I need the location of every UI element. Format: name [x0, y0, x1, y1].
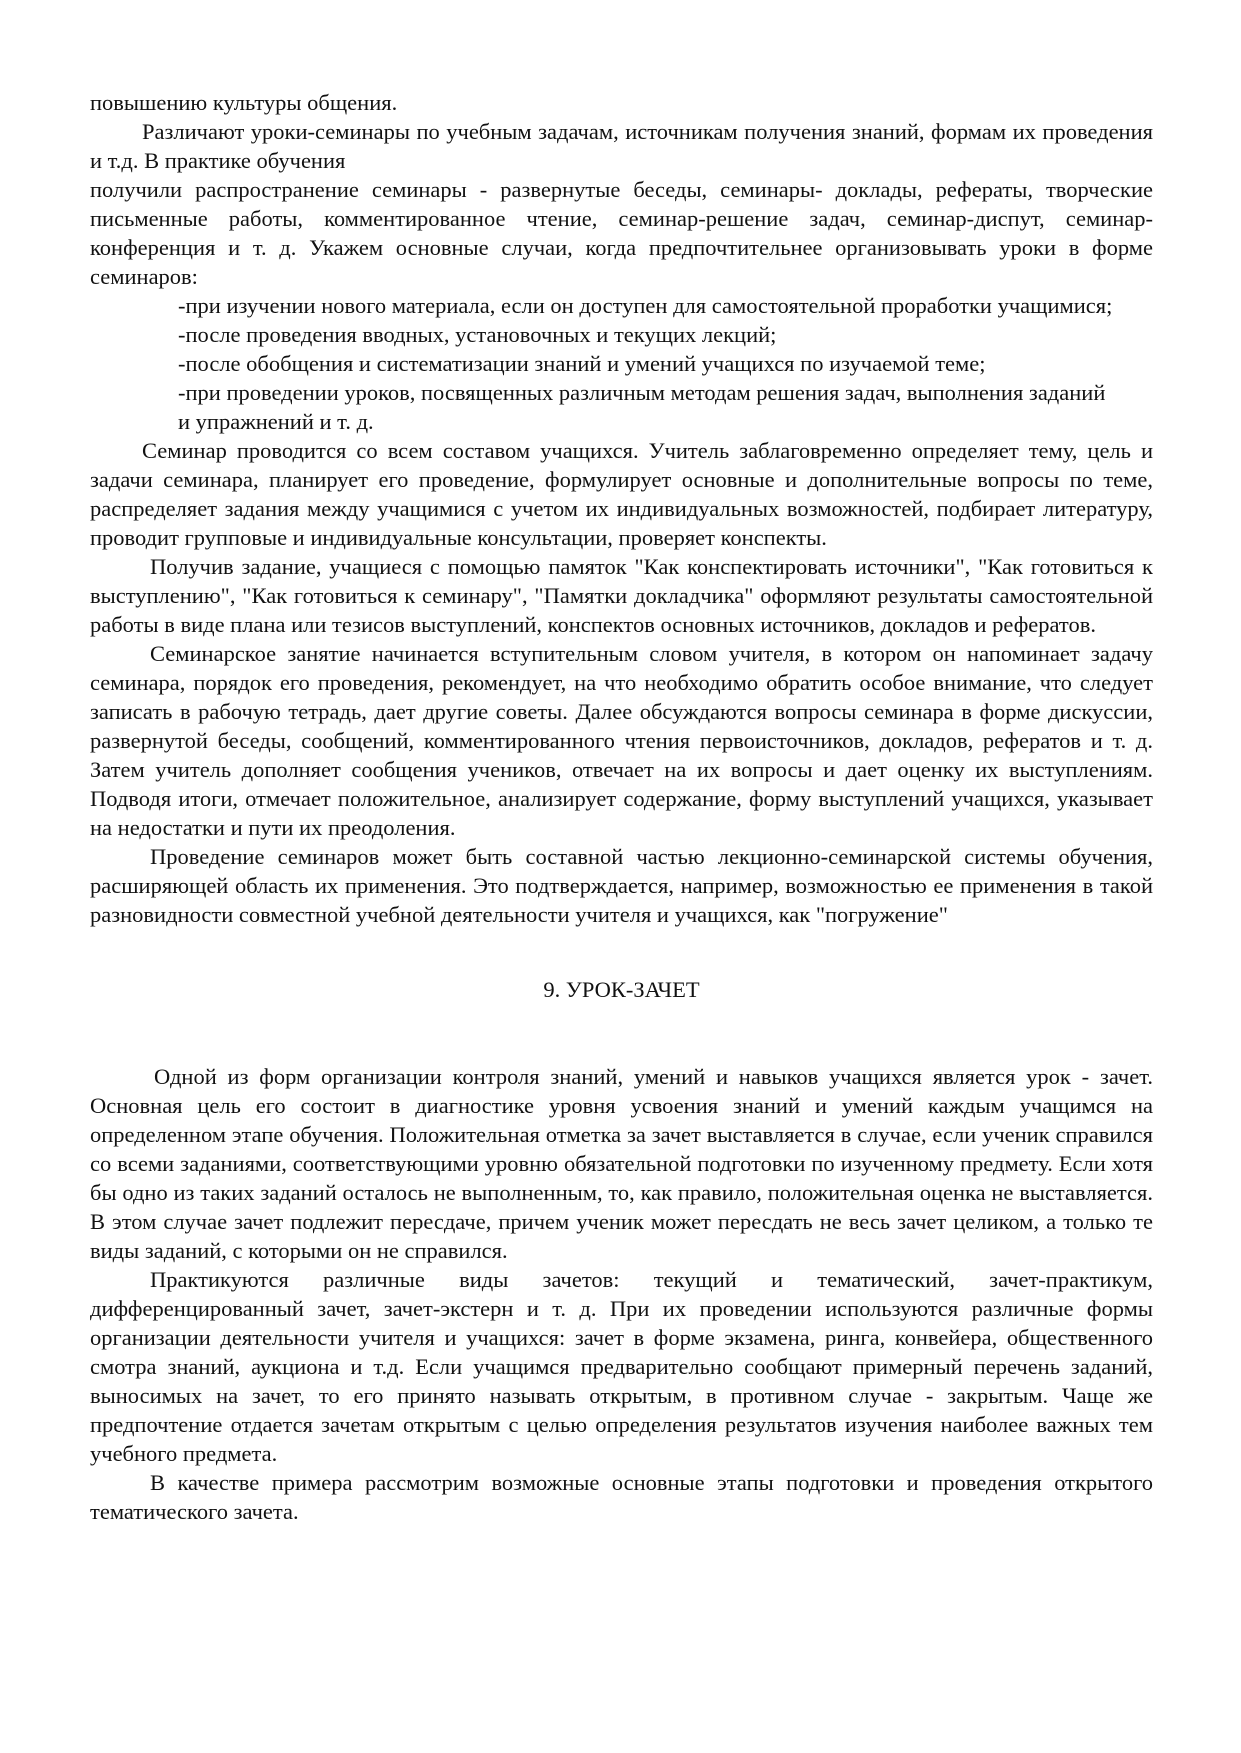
- paragraph-test-types: Практикуются различные виды зачетов: текущий и тематический, зачет-практикум, дифференцированный зачет, зачет-экстерн и т. д. При их проведении используются различные формы организации деятельности учителя и учащихся: зачет в форме экзамена, ринга, конвейера, общественного смотра знаний, аукциона и т.д. Если учащимся предварительно сообщают примерный перечень заданий, выносимых на зачет, то его принято называть открытым, в противном случае - закрытым. Чаще же предпочтение отдается зачетам открытым с целью определения результатов изучения наиболее важных тем учебного предмета.: [90, 1267, 1153, 1466]
- paragraph-seminar-forms: получили распространение семинары - развернутые беседы, семинары- доклады, рефераты, творческие письменные работы, комментированное чтение, семинар-решение задач, семинар-диспут, семинар-конференция и т. д. Укажем основные случаи, когда предпочтительнее организовывать уроки в форме семинаров:: [90, 177, 1153, 289]
- list-item: -после обобщения и систематизации знаний и умений учащихся по изучаемой теме;: [178, 351, 986, 376]
- paragraph-seminar-system: Проведение семинаров может быть составной частью лекционно-семинарской системы обучения, расширяющей область их применения. Это подтверждается, например, возможностью ее применения в такой разновидности совместной учебной деятельности учителя и учащихся, как "погружение": [90, 844, 1153, 927]
- seminar-cases-list: [90, 291, 1153, 436]
- paragraph-seminar-types: Различают уроки-семинары по учебным задачам, источникам получения знаний, формам их проведения и т.д. В практике обучения: [90, 119, 1153, 173]
- section-heading: 9. УРОК-ЗАЧЕТ: [543, 977, 700, 1002]
- list-item: -после проведения вводных, установочных и текущих лекций;: [178, 322, 777, 347]
- paragraph-seminar-preparation: Семинар проводится со всем составом учащихся. Учитель заблаговременно определяет тему, цель и задачи семинара, планирует его проведение, формулирует основные и дополнительные вопросы по теме, распределяет задания между учащимися с учетом их индивидуальных возможностей, подбирает литературу, проводит групповые и индивидуальные консультации, проверяет конспекты.: [90, 438, 1153, 550]
- paragraph-test-lesson: Одной из форм организации контроля знаний, умений и навыков учащихся является урок - зачет. Основная цель его состоит в диагностике уровня усвоения знаний и умений каждым учащимся на определенном этапе обучения. Положительная отметка за зачет выставляется в случае, если ученик справился со всеми заданиями, соответствующими уровню обязательной подготовки по изученному предмету. Если хотя бы одно из таких заданий осталось не выполненным, то, как правило, положительная оценка не выставляется. В этом случае зачет подлежит пересдаче, причем ученик может пересдать не весь зачет целиком, а только те виды заданий, с которыми он не справился.: [90, 1064, 1153, 1263]
- paragraph-seminar-session: Семинарское занятие начинается вступительным словом учителя, в котором он напоминает задачу семинара, порядок его проведения, рекомендует, на что необходимо обратить особое внимание, что следует записать в рабочую тетрадь, дает другие советы. Далее обсуждаются вопросы семинара в форме дискуссии, развернутой беседы, сообщений, комментированного чтения первоисточников, докладов, рефератов и т. д. Затем учитель дополняет сообщения учеников, отвечает на их вопросы и дает оценку их выступлениям. Подводя итоги, отмечает положительное, анализирует содержание, форму выступлений учащихся, указывает на недостатки и пути их преодоления.: [90, 641, 1153, 840]
- paragraph-student-assignment: Получив задание, учащиеся с помощью памяток "Как конспектировать источники", "Как готовиться к выступлению", "Как готовиться к семинару", "Памятки докладчика" оформляют результаты самостоятельной работы в виде плана или тезисов выступлений, конспектов основных источников, докладов и рефератов.: [90, 554, 1153, 637]
- document-page: [90, 88, 1153, 1526]
- paragraph-example: В качестве примера рассмотрим возможные основные этапы подготовки и проведения открытого тематического зачета.: [90, 1470, 1153, 1524]
- list-item: -при проведении уроков, посвященных различным методам решения задач, выполнения заданий и упражнений и т. д.: [178, 380, 1106, 434]
- list-item: -при изучении нового материала, если он доступен для самостоятельной проработки учащимися;: [178, 293, 1113, 318]
- paragraph-continuation: повышению культуры общения.: [90, 90, 398, 115]
